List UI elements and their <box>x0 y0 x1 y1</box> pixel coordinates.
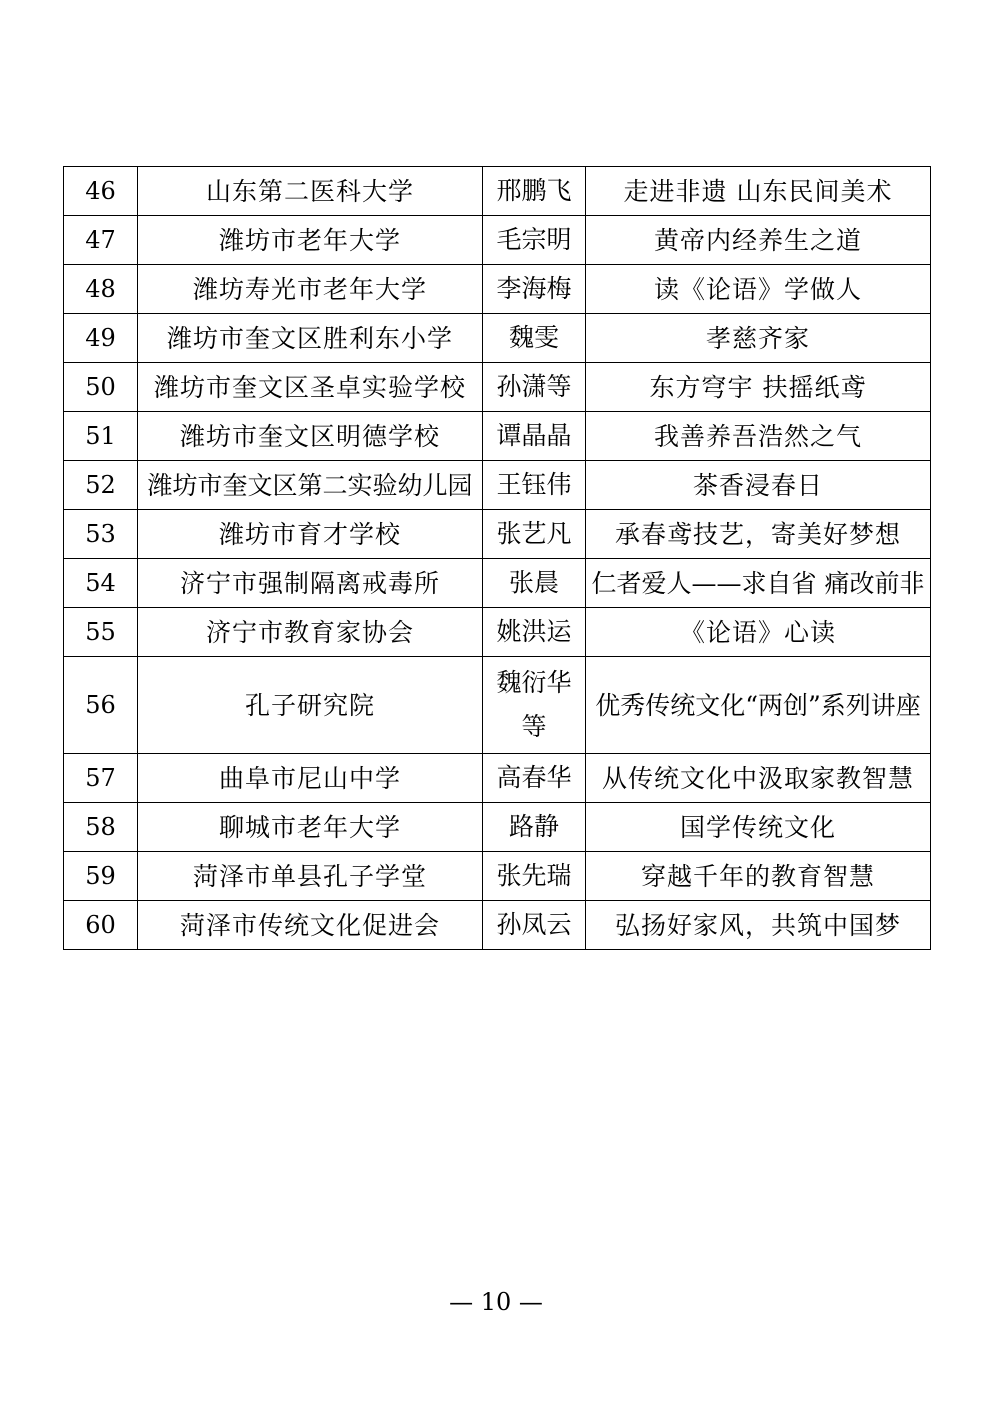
row-number: 49 <box>64 314 138 363</box>
lecturer-name: 毛宗明 <box>483 216 586 265</box>
lecture-title: 从传统文化中汲取家教智慧 <box>586 754 931 803</box>
lecturer-name: 张晨 <box>483 559 586 608</box>
row-number: 46 <box>64 167 138 216</box>
lecturer-name: 王钰伟 <box>483 461 586 510</box>
row-number: 60 <box>64 901 138 950</box>
lecturer-name: 路静 <box>483 803 586 852</box>
organization-name: 山东第二医科大学 <box>138 167 483 216</box>
lecturer-name: 魏衍华等 <box>483 657 586 754</box>
table-row <box>64 167 931 216</box>
table-row <box>64 608 931 657</box>
lecture-title: 承春鸢技艺，寄美好梦想 <box>586 510 931 559</box>
lecture-title: 国学传统文化 <box>586 803 931 852</box>
table-row <box>64 461 931 510</box>
table-row <box>64 901 931 950</box>
organization-name: 潍坊市奎文区明德学校 <box>138 412 483 461</box>
organization-name: 菏泽市单县孔子学堂 <box>138 852 483 901</box>
organization-name: 济宁市强制隔离戒毒所 <box>138 559 483 608</box>
row-number: 50 <box>64 363 138 412</box>
lecture-title: 我善养吾浩然之气 <box>586 412 931 461</box>
table-row <box>64 803 931 852</box>
table-row <box>64 657 931 754</box>
organization-name: 潍坊市奎文区圣卓实验学校 <box>138 363 483 412</box>
lecture-title: 走进非遗 山东民间美术 <box>586 167 931 216</box>
row-number: 53 <box>64 510 138 559</box>
row-number: 51 <box>64 412 138 461</box>
row-number: 52 <box>64 461 138 510</box>
row-number: 58 <box>64 803 138 852</box>
row-number: 59 <box>64 852 138 901</box>
row-number: 48 <box>64 265 138 314</box>
lecturer-name: 李海梅 <box>483 265 586 314</box>
row-number: 56 <box>64 657 138 754</box>
lecturer-name: 魏雯 <box>483 314 586 363</box>
lecture-title: 东方穹宇 扶摇纸鸢 <box>586 363 931 412</box>
row-number: 57 <box>64 754 138 803</box>
lecturer-name: 孙凤云 <box>483 901 586 950</box>
row-number: 54 <box>64 559 138 608</box>
lecture-title: 穿越千年的教育智慧 <box>586 852 931 901</box>
lecture-title: 黄帝内经养生之道 <box>586 216 931 265</box>
lecturer-name: 姚洪运 <box>483 608 586 657</box>
lecture-title: 优秀传统文化“两创”系列讲座 <box>586 657 931 754</box>
row-number: 47 <box>64 216 138 265</box>
organization-name: 孔子研究院 <box>138 657 483 754</box>
organization-name: 潍坊市老年大学 <box>138 216 483 265</box>
page-number: — 10 — <box>449 1288 543 1316</box>
organization-name: 潍坊市育才学校 <box>138 510 483 559</box>
organization-name: 潍坊市奎文区胜利东小学 <box>138 314 483 363</box>
table-row <box>64 754 931 803</box>
lecture-title: 弘扬好家风，共筑中国梦 <box>586 901 931 950</box>
lecturer-name: 孙潇等 <box>483 363 586 412</box>
lecture-title: 读《论语》学做人 <box>586 265 931 314</box>
lecturer-name: 张艺凡 <box>483 510 586 559</box>
lecturer-name: 高春华 <box>483 754 586 803</box>
organization-name: 菏泽市传统文化促进会 <box>138 901 483 950</box>
lecture-list-body <box>64 167 931 950</box>
lecture-list-table <box>63 166 931 950</box>
organization-name: 潍坊市奎文区第二实验幼儿园 <box>138 461 483 510</box>
organization-name: 聊城市老年大学 <box>138 803 483 852</box>
organization-name: 济宁市教育家协会 <box>138 608 483 657</box>
row-number: 55 <box>64 608 138 657</box>
organization-name: 潍坊寿光市老年大学 <box>138 265 483 314</box>
lecture-title: 孝慈齐家 <box>586 314 931 363</box>
table-row <box>64 314 931 363</box>
table-row <box>64 852 931 901</box>
lecturer-name: 张先瑞 <box>483 852 586 901</box>
lecture-title: 仁者爱人——求自省 痛改前非 <box>586 559 931 608</box>
lecturer-name: 谭晶晶 <box>483 412 586 461</box>
table-row <box>64 363 931 412</box>
lecture-title: 茶香浸春日 <box>586 461 931 510</box>
table-row <box>64 559 931 608</box>
table-row <box>64 412 931 461</box>
table-row <box>64 265 931 314</box>
organization-name: 曲阜市尼山中学 <box>138 754 483 803</box>
lecturer-name: 邢鹏飞 <box>483 167 586 216</box>
table-row <box>64 216 931 265</box>
table-row <box>64 510 931 559</box>
lecture-title: 《论语》心读 <box>586 608 931 657</box>
